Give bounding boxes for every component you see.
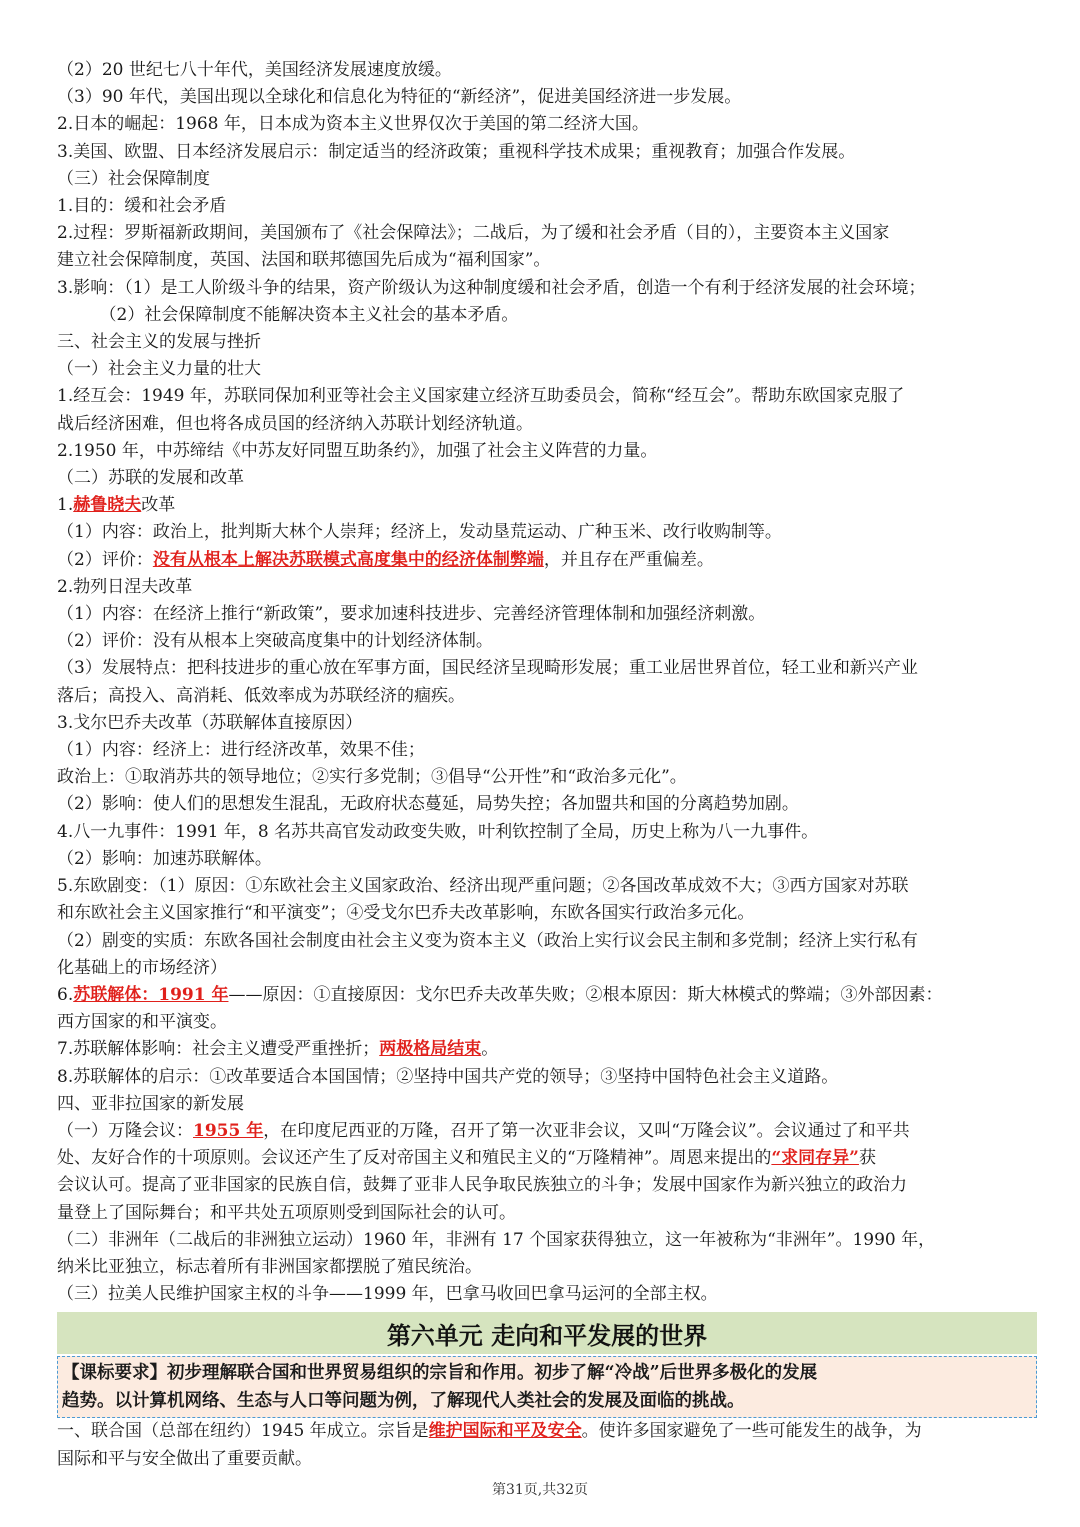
text-line: 2.过程：罗斯福新政期间，美国颁布了《社会保障法》；二战后，为了缓和社会矛盾（目的），主要资本主义国家	[57, 223, 890, 244]
section-economy	[57, 57, 1037, 492]
text-line: 3.戈尔巴乔夫改革（苏联解体直接原因）	[57, 712, 363, 733]
text-segment: 。	[481, 1039, 499, 1060]
text-line: （1）内容：经济上：进行经济改革，效果不佳；	[57, 740, 425, 761]
text-line	[57, 1118, 1037, 1145]
text-line: 政治上：①取消苏共的领导地位；②实行多党制；③倡导“公开性”和“政治多元化”。	[57, 767, 687, 788]
text-line	[57, 982, 1037, 1009]
text-line	[57, 1418, 1037, 1445]
text-line: 5.东欧剧变：（1）原因：①东欧社会主义国家政治、经济出现严重问题；②各国改革成效不大；③西方国家对苏联	[57, 876, 909, 897]
highlight-text: 1955 年	[193, 1120, 264, 1141]
text-line: 纳米比亚独立，标志着所有非洲国家都摆脱了殖民统治。	[57, 1256, 482, 1277]
text-line: 建立社会保障制度，英国、法国和联邦德国先后成为“福利国家”。	[57, 250, 551, 271]
text-segment: 改革	[141, 495, 176, 516]
unit-title-banner: 第六单元 走向和平发展的世界	[57, 1312, 1037, 1354]
text-segment: 6.	[57, 984, 74, 1005]
text-line: （2）影响：加速苏联解体。	[57, 848, 272, 869]
curriculum-standard-box	[57, 1356, 1037, 1418]
highlight-text: 苏联解体：1991 年	[73, 984, 229, 1005]
text-line: （1）内容：政治上，批判斯大林个人崇拜；经济上，发动垦荒运动、广种玉米、改行收购制等。	[57, 522, 782, 543]
page-content	[57, 57, 1037, 1473]
highlight-text: 赫鲁晓夫	[73, 495, 142, 516]
text-line: 2.勃列日涅夫改革	[57, 576, 193, 597]
text-line: 化基础上的市场经济）	[57, 957, 227, 978]
text-line: 国际和平与安全做出了重要贡献。	[57, 1448, 312, 1469]
text-line: （2）社会保障制度不能解决资本主义社会的基本矛盾。	[57, 304, 519, 325]
text-line: 会议认可。提高了亚非国家的民族自信，鼓舞了亚非人民争取民族独立的斗争；发展中国家作为新兴独立的政治力	[57, 1175, 907, 1196]
text-line: 战后经济困难，但也将各成员国的经济纳入苏联计划经济轨道。	[57, 413, 533, 434]
text-line: 落后；高投入、高消耗、低效率成为苏联经济的痼疾。	[57, 685, 465, 706]
text-line	[57, 547, 1037, 574]
section-united-nations	[57, 1418, 1037, 1472]
subheading: （二）苏联的发展和改革	[57, 468, 244, 489]
highlight-text: 没有从根本上解决苏联模式高度集中的经济体制弊端	[152, 549, 544, 570]
text-line: 量登上了国际舞台；和平共处五项原则受到国际社会的认可。	[57, 1202, 516, 1223]
subheading: （三）社会保障制度	[57, 168, 210, 189]
text-line: 8.苏联解体的启示：①改革要适合本国国情；②坚持中国共产党的领导；③坚持中国特色社会主义道路。	[57, 1066, 839, 1087]
text-line: （2）20 世纪七八十年代，美国经济发展速度放缓。	[57, 60, 452, 80]
page-footer: 第31页,共32页	[491, 1482, 589, 1498]
text-line: （2）影响：使人们的思想发生混乱，无政府状态蔓延，局势失控；各加盟共和国的分离趋势加剧。	[57, 794, 799, 815]
text-segment: 1.	[57, 495, 74, 516]
text-segment: ——原因：①直接原因：戈尔巴乔夫改革失败；②根本原因：斯大林模式的弊端；③外部因素：	[228, 984, 943, 1005]
text-line	[57, 492, 1037, 519]
highlight-text: 两极格局结束	[379, 1039, 482, 1060]
text-line: 1.目的：缓和社会矛盾	[57, 196, 227, 217]
text-line: 4.八一九事件：1991 年，8 名苏共高官发动政变失败，叶利钦控制了全局，历史上称为八一九事件。	[57, 821, 819, 842]
text-line: 和东欧社会主义国家推行“和平演变”；④受戈尔巴乔夫改革影响，东欧各国实行政治多元化。	[57, 903, 755, 924]
section-heading: 三、社会主义的发展与挫折	[57, 332, 261, 353]
text-line	[57, 1036, 1037, 1063]
highlight-text: “求同存异”	[771, 1148, 859, 1169]
highlight-text: 维护国际和平及安全	[428, 1421, 582, 1442]
section-asia-africa-latin	[57, 1091, 1037, 1309]
text-line: （二）非洲年（二战后的非洲独立运动）1960 年，非洲有 17 个国家获得独立，这一年被称为“非洲年”。1990 年，	[57, 1229, 936, 1250]
text-line: 3.影响：（1）是工人阶级斗争的结果，资产阶级认为这种制度缓和社会矛盾，创造一个有利于经济发展的社会环境；	[57, 277, 926, 298]
text-segment: （2）评价：	[57, 549, 153, 570]
text-line: （2）剧变的实质：东欧各国社会制度由社会主义变为资本主义（政治上实行议会民主制和多党制；经济上实行私有	[57, 930, 918, 951]
section-soviet-reform	[57, 492, 1037, 1090]
section-heading: 四、亚非拉国家的新发展	[57, 1093, 244, 1114]
text-segment: ，并且存在严重偏差。	[543, 549, 714, 570]
text-line: （三）拉美人民维护国家主权的斗争——1999 年，巴拿马收回巴拿马运河的全部主权。	[57, 1284, 718, 1305]
text-line: （3）发展特点：把科技进步的重心放在军事方面，国民经济呈现畸形发展；重工业居世界首位，轻工业和新兴产业	[57, 658, 918, 679]
text-segment: 处、友好合作的十项原则。会议还产生了反对帝国主义和殖民主义的“万隆精神”。周恩来提出的	[57, 1148, 772, 1169]
subheading: （一）社会主义力量的壮大	[57, 359, 261, 380]
text-line	[57, 1145, 1037, 1172]
text-line: 1.经互会：1949 年，苏联同保加利亚等社会主义国家建立经济互助委员会，简称“经互会”。帮助东欧国家克服了	[57, 386, 905, 407]
standard-line: 趋势。以计算机网络、生态与人口等问题为例，了解现代人类社会的发展及面临的挑战。	[62, 1391, 745, 1412]
text-segment: 一、联合国（总部在纽约）1945 年成立。宗旨是	[57, 1421, 429, 1442]
text-segment: 。使许多国家避免了一些可能发生的战争，为	[581, 1421, 922, 1442]
text-segment: 获	[858, 1148, 876, 1169]
text-line: （1）内容：在经济上推行“新政策”，要求加速科技进步、完善经济管理体制和加强经济刺激。	[57, 604, 766, 625]
text-line: 3.美国、欧盟、日本经济发展启示：制定适当的经济政策；重视科学技术成果；重视教育；加强合作发展。	[57, 141, 856, 162]
text-segment: ，在印度尼西亚的万隆，召开了第一次亚非会议，又叫“万隆会议”。会议通过了和平共	[263, 1120, 910, 1141]
text-segment: （一）万隆会议：	[57, 1120, 193, 1141]
text-line: （2）评价：没有从根本上突破高度集中的计划经济体制。	[57, 631, 493, 652]
text-segment: 7.苏联解体影响：社会主义遭受严重挫折；	[57, 1039, 380, 1060]
text-line: （3）90 年代，美国出现以全球化和信息化为特征的“新经济”，促进美国经济进一步发展。	[57, 87, 742, 108]
text-line: 西方国家的和平演变。	[57, 1012, 227, 1033]
text-line: 2.日本的崛起：1968 年，日本成为资本主义世界仅次于美国的第二经济大国。	[57, 114, 649, 135]
text-line: 2.1950 年，中苏缔结《中苏友好同盟互助条约》，加强了社会主义阵营的力量。	[57, 440, 658, 461]
standard-line: 【课标要求】初步理解联合国和世界贸易组织的宗旨和作用。初步了解“冷战”后世界多极化的发展	[62, 1363, 818, 1384]
